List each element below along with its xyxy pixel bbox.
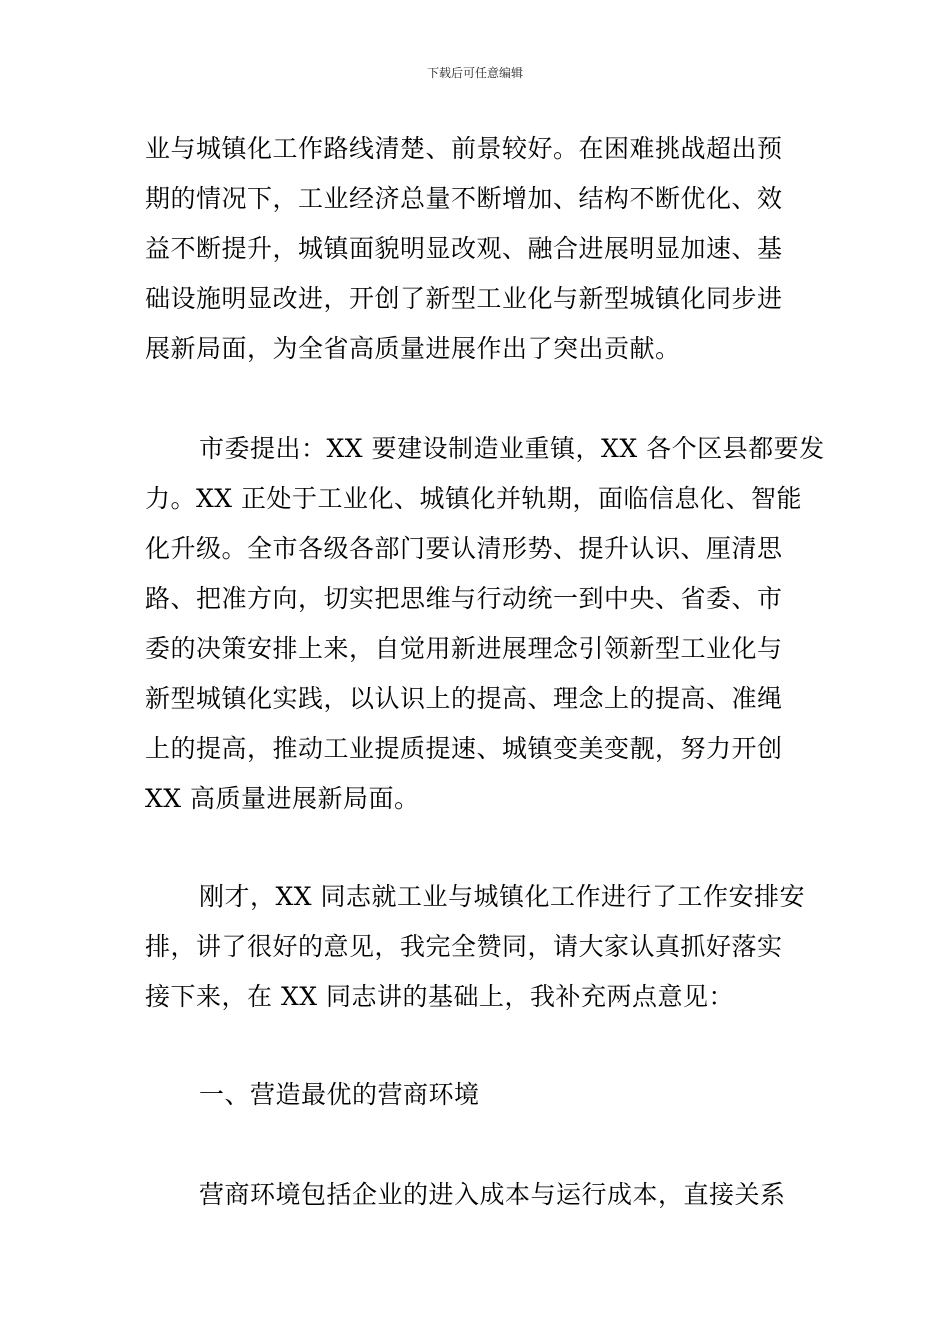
body-paragraph — [145, 124, 810, 374]
paragraph-line: 力。XX 正处于工业化、城镇化并轨期，面临信息化、智能 — [145, 484, 803, 513]
paragraph-line: 化升级。全市各级各部门要认清形势、提升认识、厘清思 — [145, 534, 783, 563]
paragraph-line: 上的提高，推动工业提质提速、城镇变美变靓，努力开创 — [145, 734, 783, 763]
paragraph-line: 刚才，XX 同志就工业与城镇化工作进行了工作安排安 — [199, 882, 806, 911]
paragraph-line: XX 高质量进展新局面。 — [145, 784, 420, 813]
paragraph-line: 市委提出：XX 要建设制造业重镇，XX 各个区县都要发 — [199, 434, 825, 463]
paragraph-line: 委的决策安排上来，自觉用新进展理念引领新型工业化与 — [145, 634, 783, 663]
paragraph-line: 业与城镇化工作路线清楚、前景较好。在困难挑战超出预 — [145, 134, 783, 163]
paragraph-line: 期的情况下，工业经济总量不断增加、结构不断优化、效 — [145, 184, 783, 213]
body-paragraph — [145, 424, 825, 824]
paragraph-line: 营商环境包括企业的进入成本与运行成本，直接关系 — [199, 1180, 786, 1209]
section-heading — [145, 1070, 810, 1120]
body-paragraph — [145, 1170, 810, 1220]
body-paragraph — [145, 872, 810, 1022]
paragraph-line: 新型城镇化实践，以认识上的提高、理念上的提高、准绳 — [145, 684, 783, 713]
paragraph-line: 展新局面，为全省高质量进展作出了突出贡献。 — [145, 334, 681, 363]
page-header-note: 下载后可任意编辑 — [426, 66, 523, 80]
paragraph-line: 排，讲了很好的意见，我完全赞同，请大家认真抓好落实 — [145, 932, 783, 961]
paragraph-line: 路、把准方向，切实把思维与行动统一到中央、省委、市 — [145, 584, 783, 613]
paragraph-line: 础设施明显改进，开创了新型工业化与新型城镇化同步进 — [145, 284, 783, 313]
paragraph-line: 接下来，在 XX 同志讲的基础上，我补充两点意见： — [145, 982, 734, 1011]
paragraph-line: 益不断提升，城镇面貌明显改观、融合进展明显加速、基 — [145, 234, 783, 263]
section-heading-text: 一、营造最优的营商环境 — [199, 1080, 480, 1109]
